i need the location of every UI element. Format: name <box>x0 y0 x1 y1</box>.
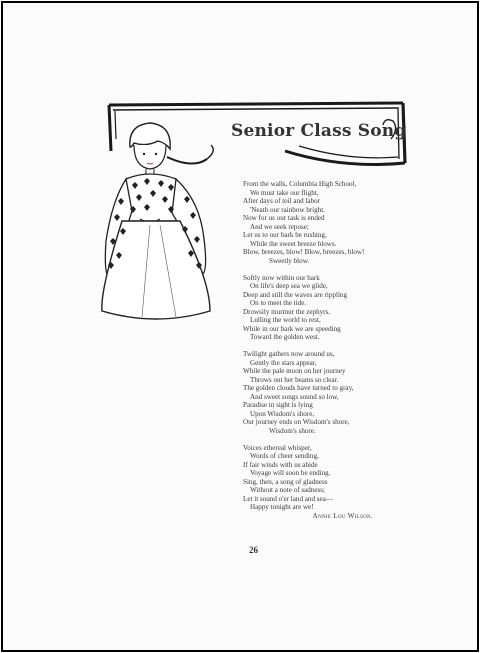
lyric-line: Softly now within our bark <box>243 273 320 282</box>
lyric-line: Toward the golden west. <box>250 333 320 341</box>
lyric-line: After days of toil and labor <box>243 197 321 205</box>
lyric-line: 'Neath our rainbow bright. <box>250 205 325 214</box>
lyric-line: Gently the stars appear, <box>250 358 317 367</box>
lyric-line: While in our bark we are speeding <box>243 324 341 333</box>
lyric-line: Upon Wisdom's shore, <box>250 409 315 418</box>
girl-illustration <box>96 121 218 335</box>
lyric-line: Let us to our bark be rushing, <box>243 231 327 239</box>
lyric-line: Voyage will soon be ending. <box>250 469 331 477</box>
song-lyrics <box>243 180 403 529</box>
lyric-line: From the walls, Columbia High School, <box>243 180 357 188</box>
page-number: 26 <box>249 545 258 555</box>
lyric-line: Paradise in sight is lying <box>243 401 313 409</box>
lyric-line: While the pale moon on her journey <box>243 367 346 375</box>
lyric-line: If fair winds with us abide <box>243 460 318 469</box>
page-title: Senior Class Song <box>231 121 407 141</box>
stanza <box>243 274 403 342</box>
lyric-line: On to meet the tide. <box>250 299 307 307</box>
lyric-line: Twilight gathers now around us, <box>243 350 335 358</box>
lyric-line: Without a note of sadness; <box>250 486 325 494</box>
lyric-line: Our journey ends on Wisdom's shore, <box>243 418 350 426</box>
lyric-line: While the sweet breeze blows. <box>250 239 337 248</box>
stanza <box>243 350 403 435</box>
lyric-line: And sweet songs sound so low, <box>250 392 339 401</box>
lyric-line: Throws out her beams so clear. <box>250 375 339 384</box>
lyric-line: Blow, breezes, blow! Blow, breezes, blow! <box>243 248 365 256</box>
lyric-line: Drowsily murmur the zephyrs, <box>243 307 331 316</box>
author-signature: Annie Lou Wilson. <box>312 511 373 520</box>
lyric-line: Words of cheer sending, <box>250 452 319 460</box>
stanza <box>243 444 403 521</box>
lyric-line: The golden clouds have turned to gray, <box>243 384 354 392</box>
lyric-line: Lulling the world to rest, <box>250 316 321 324</box>
lyric-line: We must take our flight, <box>250 188 319 197</box>
lyric-line: Deep and still the waves are rippling <box>243 290 348 299</box>
lyric-line: Sing, then, a song of gladness <box>243 477 328 486</box>
lyric-line: Now for us our task is ended <box>243 214 325 222</box>
lyric-line: Wisdom's shore. <box>269 426 316 435</box>
lyric-line: And we seek repose; <box>250 222 309 231</box>
yearbook-page <box>1 1 479 652</box>
lyric-line: Let it sound o'er land and sea— <box>243 494 333 503</box>
lyric-line: Voices ethereal whisper, <box>243 443 312 452</box>
lyric-line: On life's deep sea we glide, <box>250 282 328 290</box>
lyric-line: Sweetly blow. <box>269 256 310 265</box>
lyric-line: Happy tonight are we! <box>250 503 314 511</box>
stanza <box>243 180 403 265</box>
